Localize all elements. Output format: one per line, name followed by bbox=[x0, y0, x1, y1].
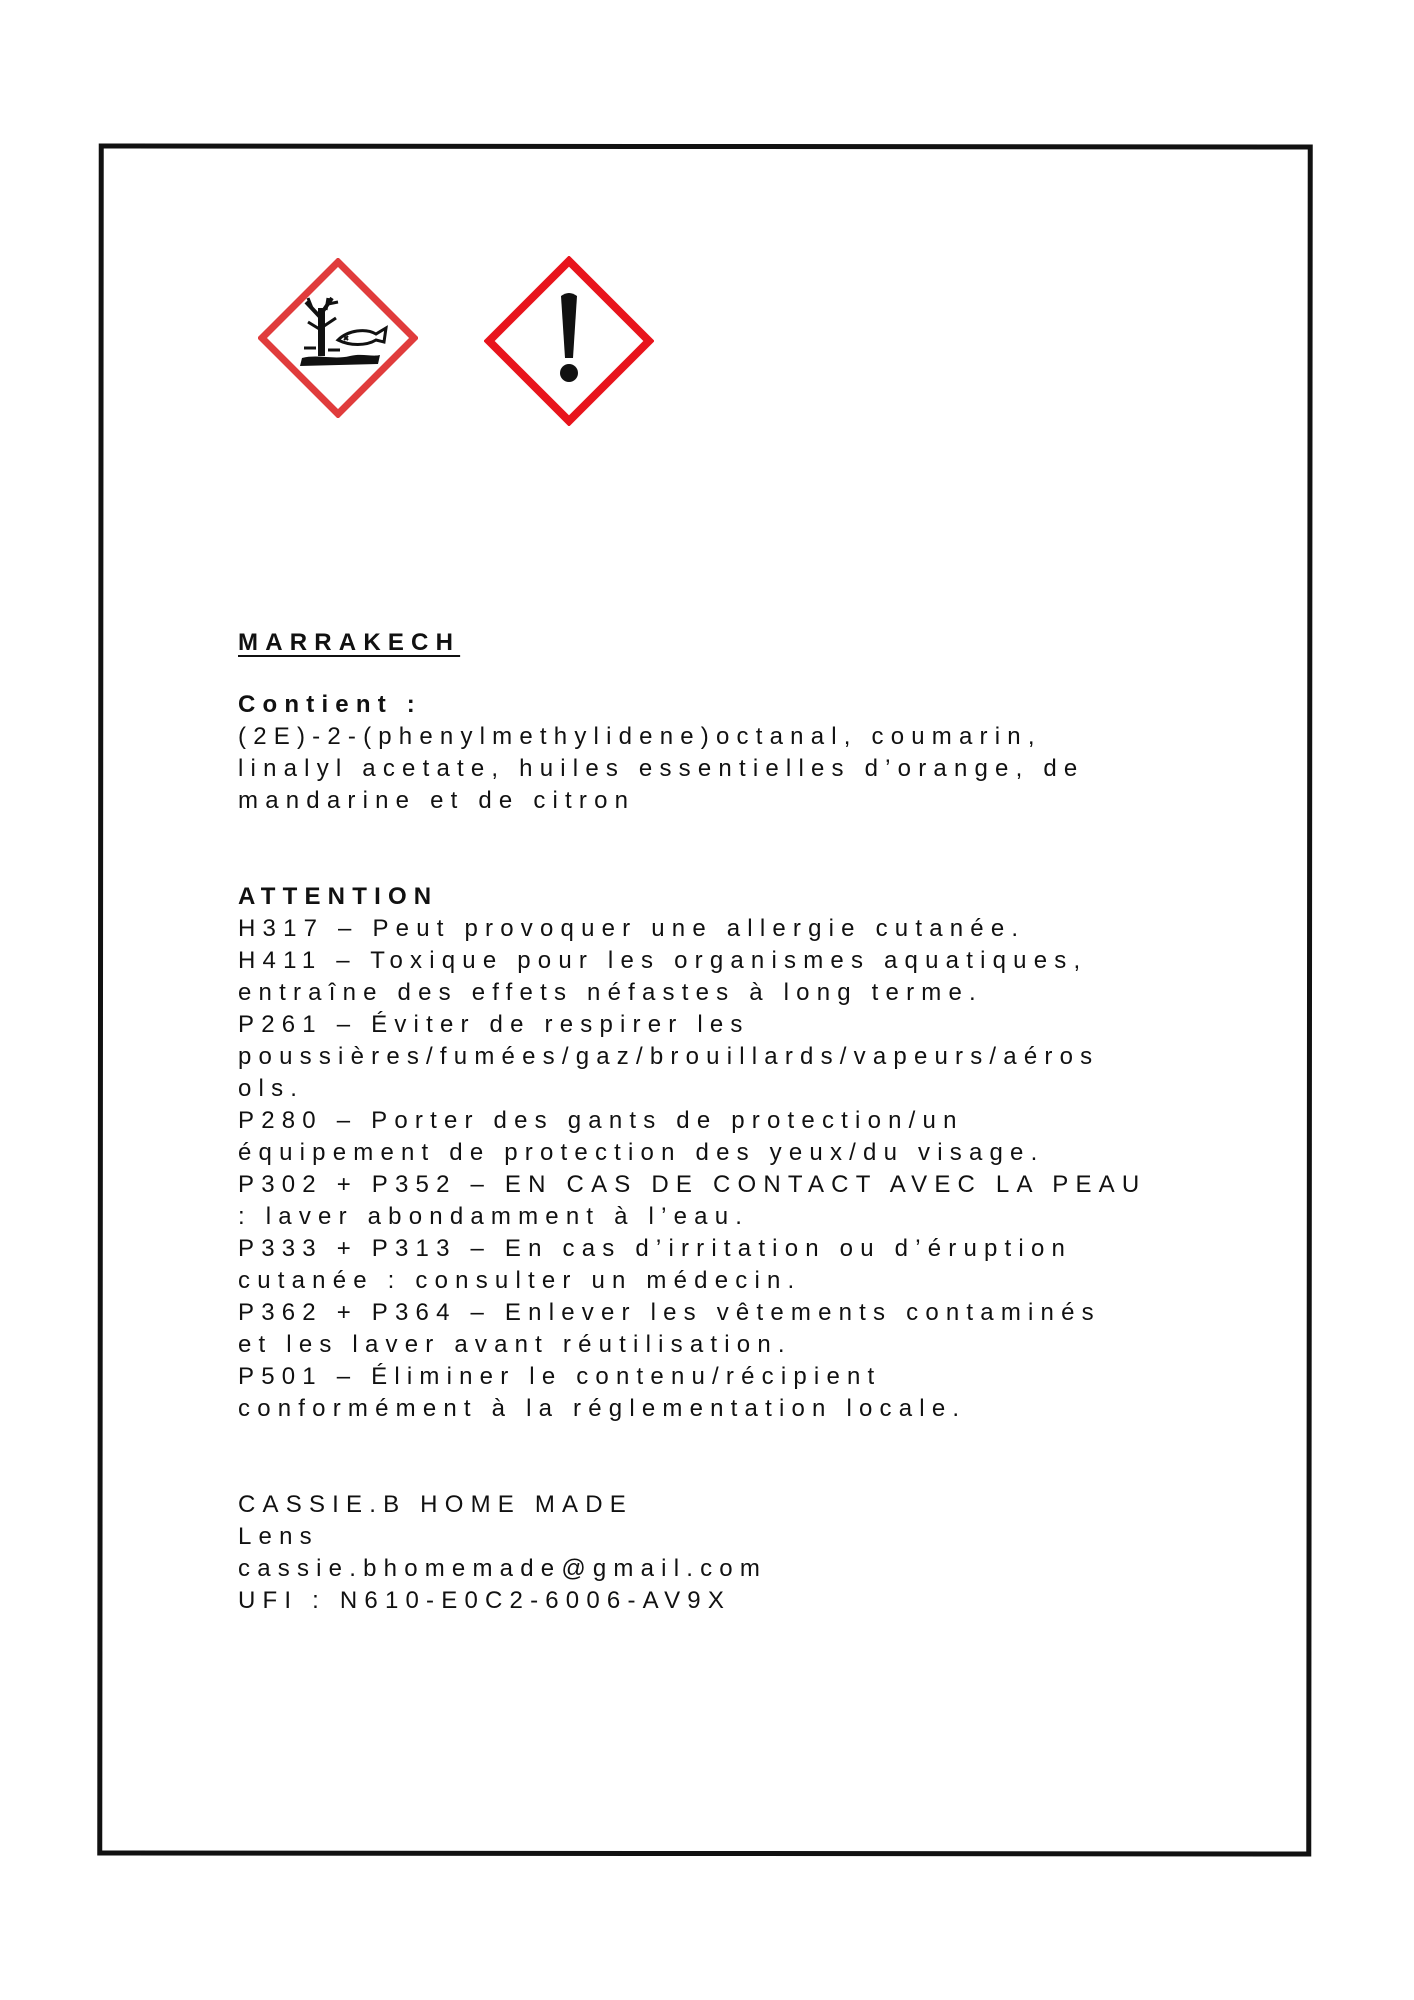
ghs09-environment-icon bbox=[258, 258, 418, 418]
precaution-statement-line: P362 + P364 – Enlever les vêtements contaminés bbox=[238, 1299, 1101, 1326]
precaution-statement-line: et les laver avant réutilisation. bbox=[238, 1331, 792, 1358]
precaution-statement-line: ols. bbox=[238, 1075, 305, 1102]
composition-line: linalyl acetate, huiles essentielles d’orange, de bbox=[238, 755, 1085, 782]
label-text bbox=[238, 627, 1198, 1617]
precaution-statement-line: : laver abondamment à l’eau. bbox=[238, 1203, 750, 1230]
ufi-code: UFI : N610-E0C2-6006-AV9X bbox=[238, 1587, 732, 1614]
maker-city: Lens bbox=[238, 1523, 319, 1550]
precaution-statement-line: équipement de protection des yeux/du visage. bbox=[238, 1139, 1045, 1166]
composition-line: mandarine et de citron bbox=[238, 787, 636, 814]
precaution-statement-line: P261 – Éviter de respirer les bbox=[238, 1011, 750, 1038]
maker-name: CASSIE.B HOME MADE bbox=[238, 1491, 633, 1518]
precaution-statement-line: P333 + P313 – En cas d’irritation ou d’éruption bbox=[238, 1235, 1073, 1262]
composition-line: (2E)-2-(phenylmethylidene)octanal, coumarin, bbox=[238, 723, 1042, 750]
precaution-statement-line: P302 + P352 – EN CAS DE CONTACT AVEC LA PEAU bbox=[238, 1171, 1147, 1198]
precaution-statement-line: poussières/fumées/gaz/brouillards/vapeurs/aéros bbox=[238, 1043, 1100, 1070]
hazard-statement-line: H411 – Toxique pour les organismes aquatiques, bbox=[238, 947, 1088, 974]
product-name: MARRAKECH bbox=[238, 629, 461, 656]
signal-word: ATTENTION bbox=[238, 883, 439, 910]
hazard-pictograms bbox=[258, 256, 678, 436]
maker-email: cassie.bhomemade@gmail.com bbox=[238, 1555, 768, 1582]
maker-info bbox=[238, 1489, 1198, 1617]
ghs07-exclamation-icon bbox=[484, 256, 654, 426]
composition-label: Contient : bbox=[238, 691, 422, 718]
precaution-statement-line: cutanée : consulter un médecin. bbox=[238, 1267, 802, 1294]
precaution-statement-line: conformément à la réglementation locale. bbox=[238, 1395, 967, 1422]
precaution-statement-line: P280 – Porter des gants de protection/un bbox=[238, 1107, 964, 1134]
hazard-statement-line: H317 – Peut provoquer une allergie cutanée. bbox=[238, 915, 1026, 942]
hazard-statement-line: entraîne des effets néfastes à long terme. bbox=[238, 979, 983, 1006]
precaution-statement-line: P501 – Éliminer le contenu/récipient bbox=[238, 1363, 882, 1390]
